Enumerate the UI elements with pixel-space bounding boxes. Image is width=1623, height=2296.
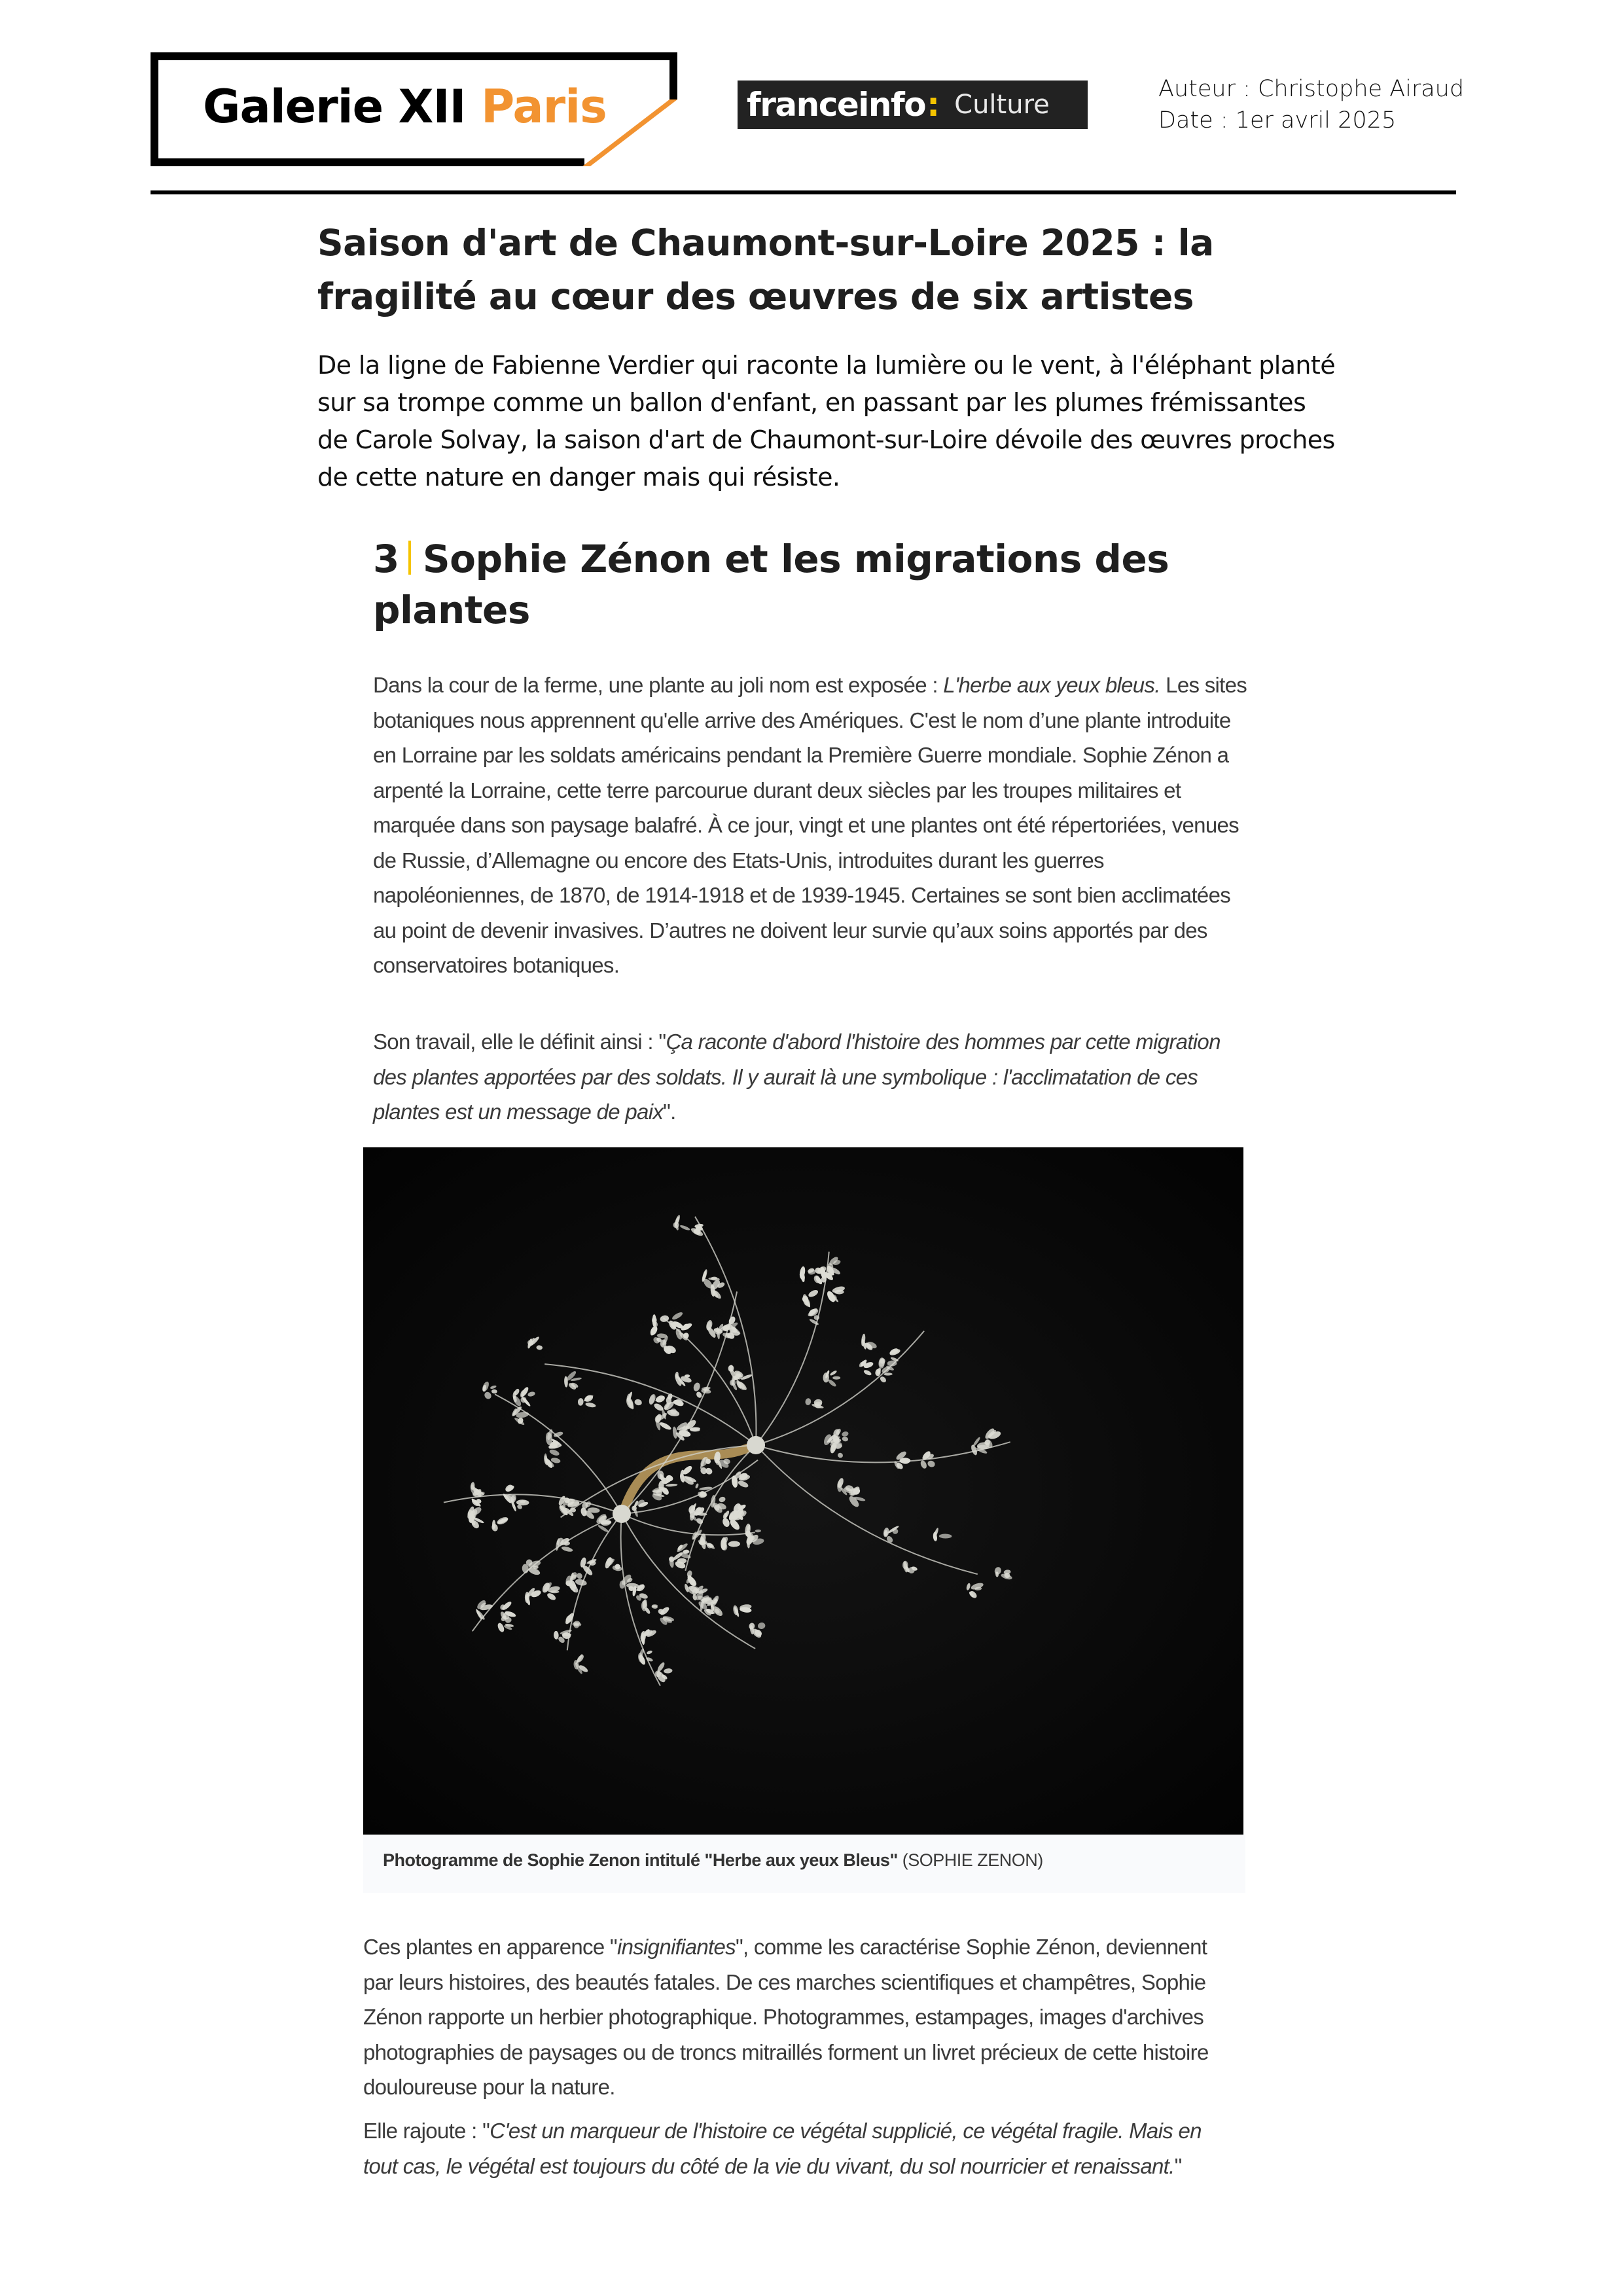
article-lead: De la ligne de Fabienne Verdier qui raconte la lumière ou le vent, à l'éléphant planté sur sa trompe comme un ballon d'enfant, en passant par les plumes frémissantes de Carole Solvay, la saison d'art de Chaumont-sur-Loire dévoile des œuvres proches de cette nature en danger mais qui résiste. bbox=[317, 351, 1335, 492]
date-line: Date : 1er avril 2025 bbox=[1158, 107, 1397, 134]
plant-name-italic: L'herbe aux yeux bleus. bbox=[943, 673, 1160, 697]
paragraph-text: Son travail, elle le définit ainsi : " bbox=[373, 1030, 666, 1054]
paragraph-text: Elle rajoute : " bbox=[363, 2119, 490, 2143]
galerie-logo-text bbox=[203, 80, 607, 134]
section-separator bbox=[408, 541, 411, 575]
article-title: Saison d'art de Chaumont-sur-Loire 2025 : la fragilité au cœur des œuvres de six artistes bbox=[317, 222, 1214, 317]
section-heading bbox=[373, 533, 1289, 636]
artist-quote: Ça raconte d'abord l'histoire des hommes par cette migration des plantes apportées par des soldats. Il y aurait là une symbolique : l'acclimatation de ces plantes est un message de paix bbox=[373, 1030, 1221, 1124]
caption-credit: (SOPHIE ZENON) bbox=[897, 1850, 1043, 1870]
figure-caption bbox=[363, 1835, 1245, 1893]
italic-word: insignifiantes bbox=[616, 1935, 736, 1959]
body-paragraph-4 bbox=[363, 2113, 1240, 2183]
franceinfo-section: Culture bbox=[954, 90, 1050, 120]
franceinfo-brand: franceinfo bbox=[747, 86, 926, 124]
paragraph-text: ". bbox=[663, 1100, 676, 1124]
article-figure bbox=[363, 1147, 1245, 1893]
paragraph-text: Ces plantes en apparence " bbox=[363, 1935, 617, 1959]
section-heading-text: Sophie Zénon et les migrations des plantes bbox=[373, 537, 1169, 632]
artist-quote: C'est un marqueur de l'histoire ce végétal supplicié, ce végétal fragile. Mais en tout cas, le végétal est toujours du côté de la vie du vivant, du sol nourricier et renaissant. bbox=[363, 2119, 1202, 2178]
galerie-logo bbox=[151, 52, 694, 166]
franceinfo-colon-icon: : bbox=[927, 86, 940, 124]
franceinfo-culture-logo bbox=[738, 81, 1088, 129]
author-line: Auteur : Christophe Airaud bbox=[1158, 76, 1465, 102]
body-paragraph-2 bbox=[373, 1024, 1250, 1130]
header-divider bbox=[151, 190, 1456, 194]
paragraph-text: ", comme les caractérise Sophie Zénon, deviennent par leurs histoires, des beautés fatales. De ces marches scientifiques et champêtres, Sophie Zénon rapporte un herbier photographique. Photogrammes, estampages, images d'archives photographies de paysages ou de troncs mitraillés forment un livret précieux de cette histoire douloureuse pour la nature. bbox=[363, 1935, 1209, 2099]
section-number: 3 bbox=[373, 537, 399, 581]
article-meta bbox=[1158, 73, 1464, 136]
logo-main: Galerie XII bbox=[203, 80, 466, 134]
paragraph-text: " bbox=[1174, 2153, 1182, 2178]
photogram-image bbox=[363, 1147, 1243, 1835]
body-paragraph-1 bbox=[373, 668, 1250, 983]
paragraph-text: Les sites botaniques nous apprennent qu'elle arrive des Amériques. C'est le nom d’une plante introduite en Lorraine par les soldats américains pendant la Première Guerre mondiale. Sophie Zénon a arpenté la Lorraine, cette terre parcourue durant deux siècles par les troupes militaires et marquée dans son paysage balafré. À ce jour, vingt et une plantes ont été répertoriées, venues de Russie, d’Allemagne ou encore des Etats-Unis, introduites durant les guerres napoléoniennes, de 1870, de 1914-1918 et de 1939-1945. Certaines se sont bien acclimatées au point de devenir invasives. D’autres ne doivent leur survie qu’aux soins apportés par des conservatoires botaniques. bbox=[373, 673, 1247, 977]
logo-accent: Paris bbox=[480, 80, 607, 134]
caption-title: Photogramme de Sophie Zenon intitulé "Herbe aux yeux Bleus" bbox=[383, 1850, 898, 1870]
body-paragraph-3 bbox=[363, 1929, 1240, 2105]
paragraph-text: Dans la cour de la ferme, une plante au joli nom est exposée : bbox=[373, 673, 944, 697]
